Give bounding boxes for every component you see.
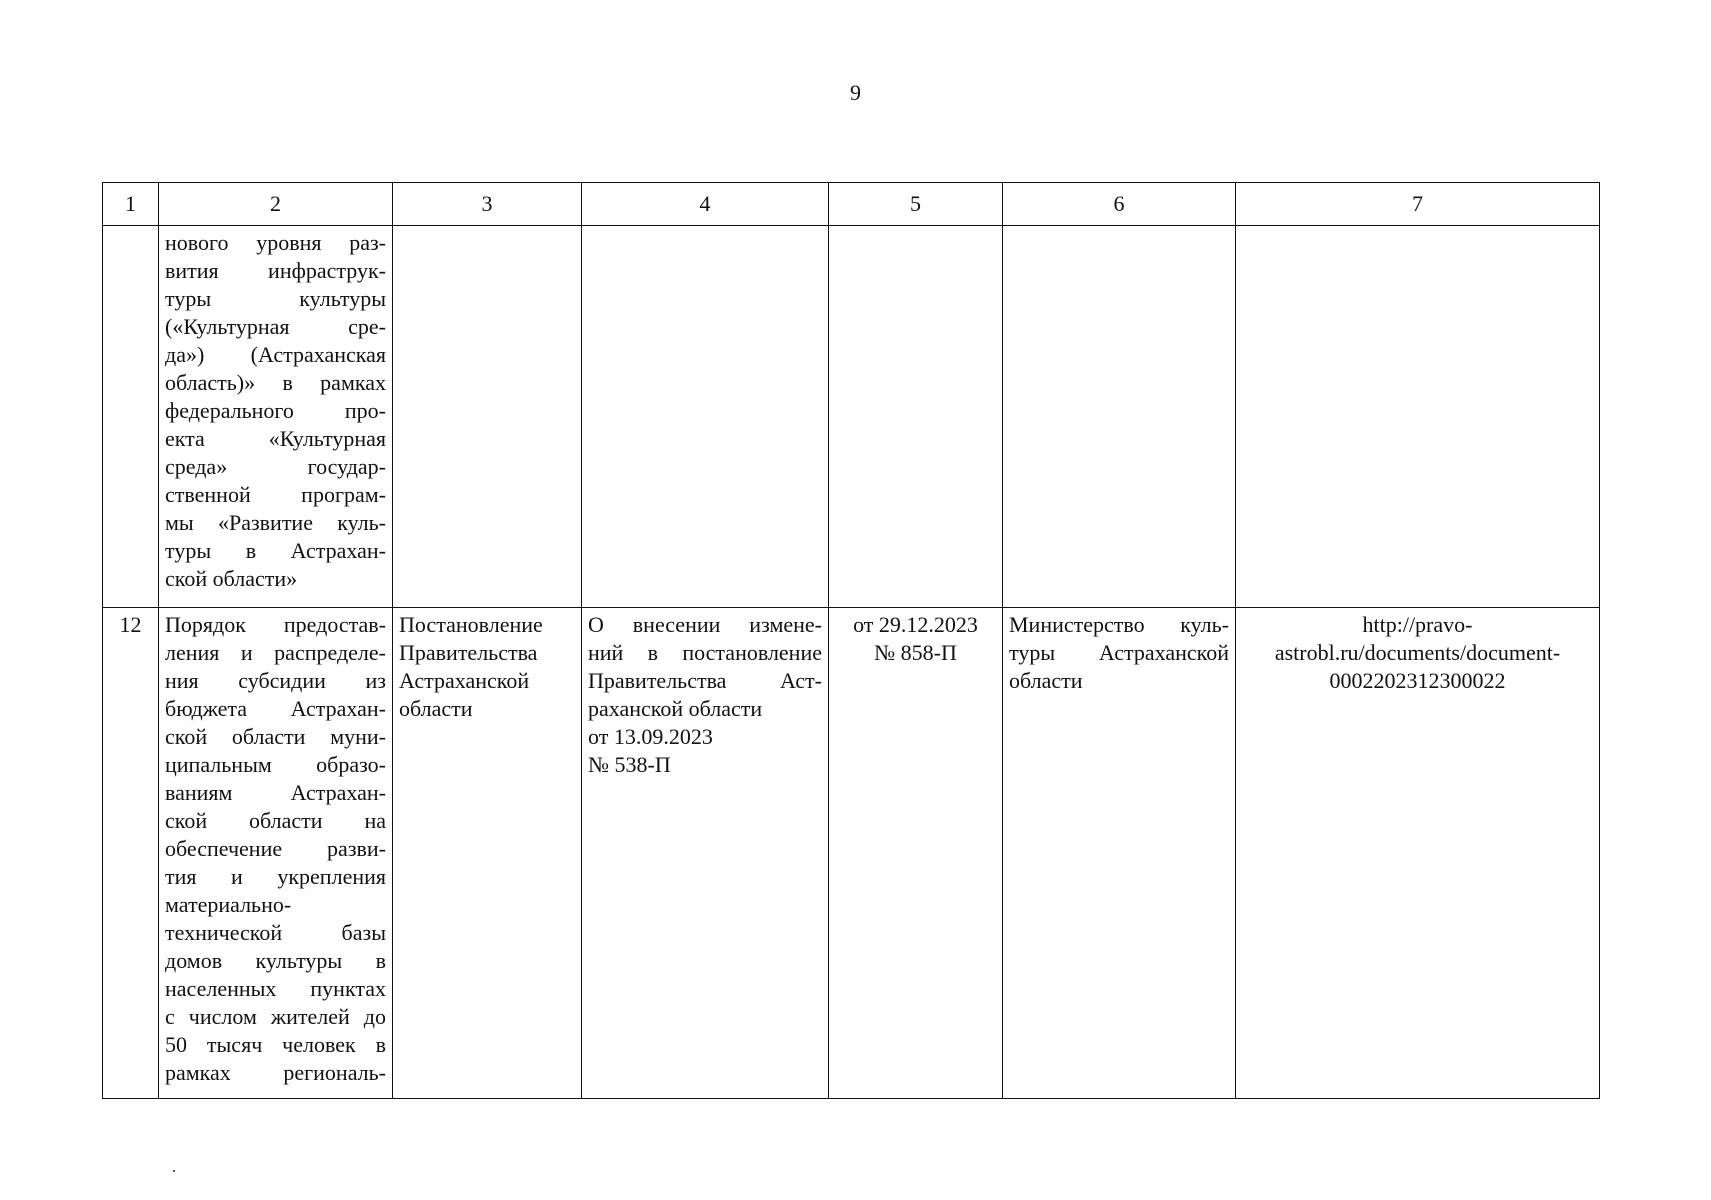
- text-line: ской области на: [165, 808, 386, 833]
- scan-speck: [173, 1170, 175, 1172]
- text-line: туры в Астрахан-: [165, 538, 386, 563]
- text-line: области: [1009, 668, 1083, 693]
- row12-col4: [582, 608, 829, 1099]
- text-line: ния субсидии из: [165, 668, 386, 693]
- row12-col2: [159, 608, 393, 1099]
- document-table: [102, 182, 1600, 1099]
- text-line: технической базы: [165, 920, 386, 945]
- table-row-continuation: [103, 226, 1600, 608]
- table-row-12: [103, 608, 1600, 1099]
- text-line: ственной програм-: [165, 482, 386, 507]
- text-line: тия и укрепления: [165, 864, 386, 889]
- text-line: бюджета Астрахан-: [165, 696, 386, 721]
- text-line: от 29.12.2023: [853, 612, 978, 637]
- text-line: ний в постановление: [588, 640, 822, 665]
- text-line: области: [399, 696, 473, 721]
- cont-col5: [829, 226, 1003, 608]
- cont-col7: [1236, 226, 1600, 608]
- header-cell-3: 3: [393, 183, 582, 226]
- text-line: ской области муни-: [165, 724, 386, 749]
- text-line: среда» государ-: [165, 454, 386, 479]
- header-cell-1: 1: [103, 183, 159, 226]
- text-line: («Культурная сре-: [165, 314, 386, 339]
- header-cell-2: 2: [159, 183, 393, 226]
- text-line: мы «Развитие куль-: [165, 510, 386, 535]
- text-line: Астраханской: [399, 668, 530, 693]
- text-line: Министерство куль-: [1009, 612, 1229, 637]
- text-line: ципальным образо-: [165, 752, 386, 777]
- text-line: раханской области: [588, 696, 763, 721]
- link-text-line: http://pravo-: [1362, 612, 1473, 637]
- row-number: 12: [103, 608, 159, 1099]
- text-line: населенных пунктах: [165, 976, 386, 1001]
- cont-col3: [393, 226, 582, 608]
- table-header-row: [103, 183, 1600, 226]
- text-line: федерального про-: [165, 398, 386, 423]
- header-cell-5: 5: [829, 183, 1003, 226]
- text-line: с числом жителей до: [165, 1004, 386, 1029]
- text-line: туры культуры: [165, 286, 386, 311]
- row12-col3: [393, 608, 582, 1099]
- text-line: нового уровня раз-: [165, 230, 386, 255]
- cont-col4: [582, 226, 829, 608]
- text-line: 50 тысяч человек в: [165, 1032, 386, 1057]
- text-line: рамках региональ-: [165, 1060, 386, 1085]
- page-number: 9: [850, 80, 861, 105]
- header-cell-7: 7: [1236, 183, 1600, 226]
- row12-col7: [1236, 608, 1600, 1099]
- link-text-line: 0002202312300022: [1329, 668, 1506, 693]
- text-line: да») (Астраханская: [165, 342, 386, 367]
- text-line: обеспечение разви-: [165, 836, 386, 861]
- text-line: Постановление: [399, 612, 543, 637]
- header-cell-6: 6: [1003, 183, 1236, 226]
- text-line: екта «Культурная: [165, 426, 386, 451]
- cont-col2: [159, 226, 393, 608]
- text-line: О внесении измене-: [588, 612, 822, 637]
- cont-col6: [1003, 226, 1236, 608]
- text-line: № 858-П: [874, 640, 957, 665]
- text-line: ваниям Астрахан-: [165, 780, 386, 805]
- link-text-line: astrobl.ru/documents/document-: [1274, 640, 1561, 665]
- text-line: ской области»: [165, 566, 298, 591]
- row12-col6: [1003, 608, 1236, 1099]
- text-line: домов культуры в: [165, 948, 386, 973]
- text-line: вития инфраструк-: [165, 258, 386, 283]
- header-cell-4: 4: [582, 183, 829, 226]
- text-line: туры Астраханской: [1009, 640, 1229, 665]
- text-line: область)» в рамках: [165, 370, 386, 395]
- text-line: Правительства: [399, 640, 538, 665]
- cont-col1: [103, 226, 159, 608]
- text-line: № 538-П: [588, 752, 671, 777]
- text-line: от 13.09.2023: [588, 724, 713, 749]
- text-line: материально-: [165, 892, 292, 917]
- row12-col5: [829, 608, 1003, 1099]
- text-line: Правительства Аст-: [588, 668, 822, 693]
- text-line: ления и распределе-: [165, 640, 386, 665]
- text-line: Порядок предостав-: [165, 612, 386, 637]
